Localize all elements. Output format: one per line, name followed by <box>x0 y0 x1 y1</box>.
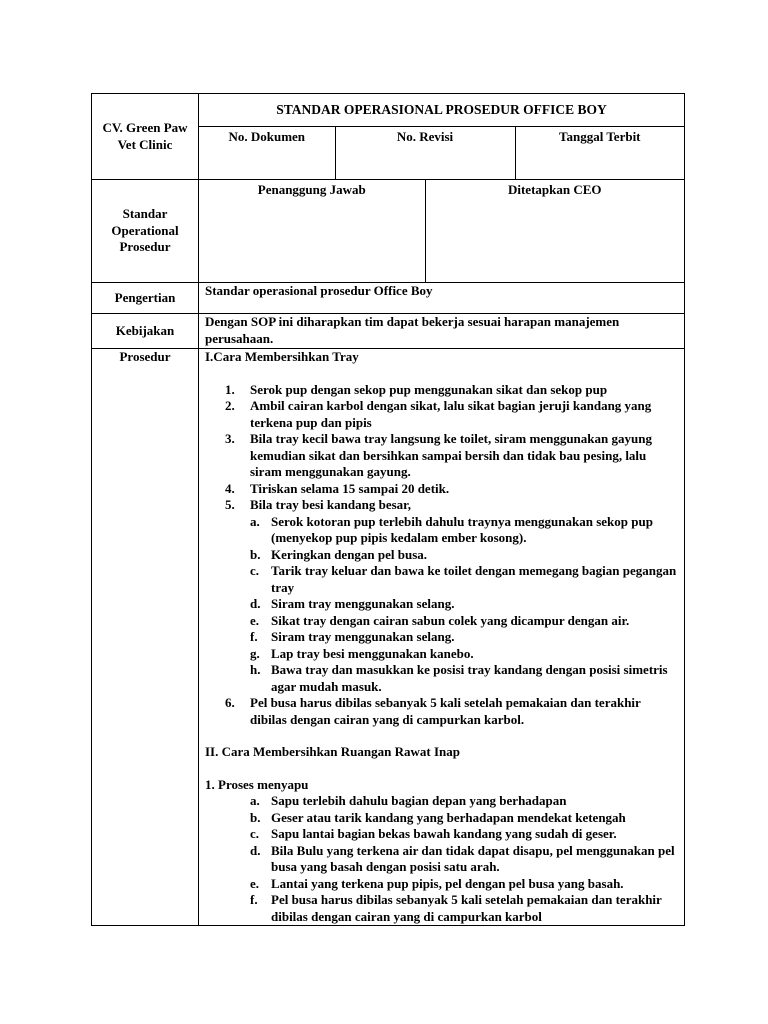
step-item: 2. Ambil cairan karbol dengan sikat, lalu sikat bagian jeruji kandang yang terkena pup dan pipis <box>225 398 652 430</box>
sop-label-cell <box>92 180 199 283</box>
step5-substeps <box>205 514 678 696</box>
substep-item: b. Keringkan dengan pel busa. <box>250 546 428 562</box>
substep-item: g. Lap tray besi menggunakan kanebo. <box>250 645 474 661</box>
sop-label: Standar Operational Prosedur <box>111 206 179 255</box>
procedure-label: Prosedur <box>92 349 199 926</box>
approved-by-label: Ditetapkan CEO <box>425 180 684 282</box>
header-info-cell <box>199 94 685 180</box>
company-name-cell <box>92 94 199 180</box>
sweep-step-item: b. Geser atau tarik kandang yang berhadapan mendekat ketengah <box>250 809 626 825</box>
definition-text: Standar operasional prosedur Office Boy <box>199 283 685 314</box>
substep-item: e. Sikat tray dengan cairan sabun colek yang dicampur dengan air. <box>250 612 630 628</box>
company-name: CV. Green Paw Vet Clinic <box>102 120 188 152</box>
procedure-content <box>199 349 685 926</box>
substep-item: c. Tarik tray keluar dan bawa ke toilet dengan memegang bagian pegangan tray <box>250 563 677 595</box>
sweep-step-item: d. Bila Bulu yang terkena air dan tidak dapat disapu, pel menggunakan pel busa yang basah dengan posisi satu arah. <box>250 842 675 874</box>
substep-item: a. Serok kotoran pup terlebih dahulu traynya menggunakan sekop pup (menyekop pup pipis kedalam ember kosong). <box>250 513 653 545</box>
doc-number-label: No. Dokumen <box>228 129 306 144</box>
substep-item: f. Siram tray menggunakan selang. <box>250 629 455 644</box>
section1-title: I.Cara Membersihkan Tray <box>205 349 359 364</box>
substep-item: h. Bawa tray dan masukkan ke posisi tray kandang dengan posisi simetris agar mudah masuk. <box>250 662 668 694</box>
section1-steps <box>205 382 678 729</box>
sweep-step-item: a. Sapu terlebih dahulu bagian depan yang berhadapan <box>250 793 567 808</box>
step-item: 5. Bila tray besi kandang besar, a. Serok kotoran pup terlebih dahulu traynya menggunakan sekop pup (menyekop pup pipis kedalam ember kosong). b. Keringkan dengan pel busa. c. Tarik tray keluar dan bawa ke toilet dengan memegang bagian pegangan tray d. Siram tray menggunakan selang. e. Sikat tray dengan cairan sabun colek yang dicampur dengan air. f. Siram tray menggunakan selang. g. Lap tray besi menggunakan kanebo. h. Bawa tray dan masukkan ke posisi tray kandang dengan posisi simetris agar mudah masuk. <box>205 497 678 695</box>
section2-title: II. Cara Membersihkan Ruangan Rawat Inap <box>205 744 460 759</box>
step-item: 3. Bila tray kecil bawa tray langsung ke toilet, siram menggunakan gayung kemudian sikat dan bersihkan sampai bersih dan tidak bau pesing, lalu siram menggunakan gayung. <box>225 431 652 479</box>
responsible-label: Penanggung Jawab <box>257 182 366 197</box>
document-title: STANDAR OPERASIONAL PROSEDUR OFFICE BOY <box>199 94 684 127</box>
step-item: 1. Serok pup dengan sekop pup menggunakan sikat dan sekop pup <box>225 381 608 397</box>
sweep-steps <box>205 793 678 925</box>
sweep-step-item: c. Sapu lantai bagian bekas bawah kandang yang sudah di geser. <box>250 826 617 841</box>
definition-label: Pengertian <box>92 283 199 314</box>
sweep-step-item: f. Pel busa harus dibilas sebanyak 5 kali setelah pemakaian dan terakhir dibilas dengan cairan yang di campurkan karbol <box>250 892 662 924</box>
policy-text: Dengan SOP ini diharapkan tim dapat bekerja sesuai harapan manajemen perusahaan. <box>199 314 685 349</box>
policy-label: Kebijakan <box>92 314 199 349</box>
sop-table <box>91 93 685 926</box>
substep-item: d. Siram tray menggunakan selang. <box>250 596 455 611</box>
sweep-step-item: e. Lantai yang terkena pup pipis, pel dengan pel busa yang basah. <box>250 875 624 891</box>
revision-number-label: No. Revisi <box>335 127 515 180</box>
subsection-title: 1. Proses menyapu <box>205 776 309 792</box>
step-item: 4. Tiriskan selama 15 sampai 20 detik. <box>225 480 450 496</box>
header-info-table <box>199 94 684 179</box>
step-item: 6. Pel busa harus dibilas sebanyak 5 kali setelah pemakaian dan terakhir dibilas dengan cairan yang di campurkan karbol. <box>225 695 641 727</box>
approval-table <box>199 180 684 282</box>
approval-cell <box>199 180 685 283</box>
issue-date-label: Tanggal Terbit <box>515 127 684 180</box>
